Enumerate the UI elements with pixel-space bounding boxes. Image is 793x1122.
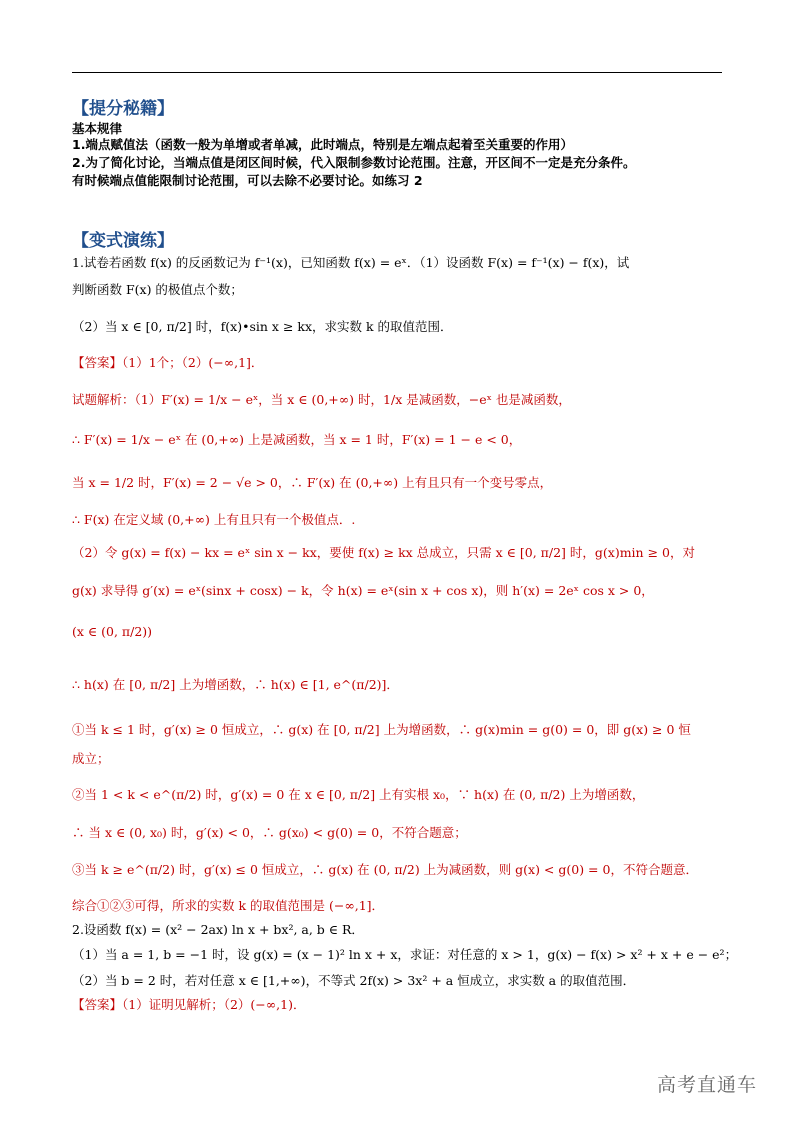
solution-line-5: （2）令 g(x) = f(x) − kx = eˣ sin x − kx，要使 f(x) ≥ kx 总成立，只需 x ∈ [0, π/2] 时，g(x)min ≥ 0，对 <box>72 545 695 560</box>
solution-line-2: ∴ F′(x) = 1/x − eˣ 在 (0,+∞) 上是减函数，当 x = 1 时，F′(x) = 1 − e < 0， <box>72 432 522 447</box>
header-rule <box>72 72 722 73</box>
solution-line-8: ∴ h(x) 在 [0, π/2] 上为增函数，∴ h(x) ∈ [1, e^(π/2)]． <box>72 677 399 692</box>
solution-line-6: g(x) 求导得 g′(x) = eˣ(sinx + cosx) − k，令 h(x) = eˣ(sin x + cos x)，则 h′(x) = 2eˣ cos x > 0， <box>72 583 654 598</box>
solution-line-9: ①当 k ≤ 1 时，g′(x) ≥ 0 恒成立，∴ g(x) 在 [0, π/2] 上为增函数，∴ g(x)min = g(0) = 0，即 g(x) ≥ 0 恒 <box>72 722 691 737</box>
q2-answer: 【答案】（1）证明见解析；（2）(−∞,1)． <box>72 997 306 1012</box>
q1-answer: 【答案】（1）1个；（2）(−∞,1]． <box>72 355 264 370</box>
heading-tips: 【提分秘籍】 <box>72 99 174 119</box>
q2-line-2: （1）当 a = 1, b = −1 时，设 g(x) = (x − 1)² ln x + x，求证：对任意的 x > 1，g(x) − f(x) > x² + x + e − e²； <box>72 947 738 962</box>
solution-line-11: ②当 1 < k < e^(π/2) 时，g′(x) = 0 在 x ∈ [0, π/2] 上有实根 x₀，∵ h(x) 在 (0, π/2) 上为增函数， <box>72 787 645 802</box>
q1-line-3: （2）当 x ∈ [0, π/2] 时，f(x)•sin x ≥ kx，求实数 k 的取值范围． <box>72 319 453 334</box>
rule-1: 1.端点赋值法（函数一般为单增或者单减，此时端点，特别是左端点起着至关重要的作用） <box>72 137 573 152</box>
rule-3: 有时候端点值能限制讨论范围，可以去除不必要讨论。如练习 2 <box>72 173 423 188</box>
rule-2: 2.为了简化讨论，当端点值是闭区间时候，代入限制参数讨论范围。注意，开区间不一定是充分条件。 <box>72 155 636 170</box>
solution-line-1: 试题解析：（1）F′(x) = 1/x − eˣ，当 x ∈ (0,+∞) 时，1/x 是减函数，−eˣ 也是减函数， <box>72 392 571 407</box>
solution-line-7: (x ∈ (0, π/2)) <box>72 624 153 639</box>
solution-line-3: 当 x = 1/2 时，F′(x) = 2 − √e > 0，∴ F′(x) 在 (0,+∞) 上有且只有一个变号零点， <box>72 475 553 490</box>
heading-practice: 【变式演练】 <box>72 231 174 251</box>
q2-line-3: （2）当 b = 2 时，若对任意 x ∈ [1,+∞)，不等式 2f(x) > 3x² + a 恒成立，求实数 a 的取值范围． <box>72 973 636 988</box>
solution-line-4: ∴ F(x) 在定义域 (0,+∞) 上有且只有一个极值点．. <box>72 512 356 527</box>
solution-line-12: ∴ 当 x ∈ (0, x₀) 时，g′(x) < 0，∴ g(x₀) < g(0) = 0，不符合题意； <box>72 825 467 840</box>
solution-line-10: 成立； <box>72 751 110 766</box>
watermark: 高考直通车 <box>657 1074 758 1096</box>
solution-line-14: 综合①②③可得，所求的实数 k 的取值范围是 (−∞,1]． <box>72 898 385 913</box>
q1-line-2: 判断函数 F(x) 的极值点个数； <box>72 282 243 297</box>
q1-line-1: 1.试卷若函数 f(x) 的反函数记为 f⁻¹(x)，已知函数 f(x) = eˣ．（1）设函数 F(x) = f⁻¹(x) − f(x)，试 <box>72 255 630 270</box>
solution-line-13: ③当 k ≥ e^(π/2) 时，g′(x) ≤ 0 恒成立，∴ g(x) 在 (0, π/2) 上为减函数，则 g(x) < g(0) = 0，不符合题意． <box>72 862 698 877</box>
rules-title: 基本规律 <box>72 121 123 136</box>
q2-line-1: 2.设函数 f(x) = (x² − 2ax) ln x + bx², a, b ∈ R． <box>72 922 364 937</box>
